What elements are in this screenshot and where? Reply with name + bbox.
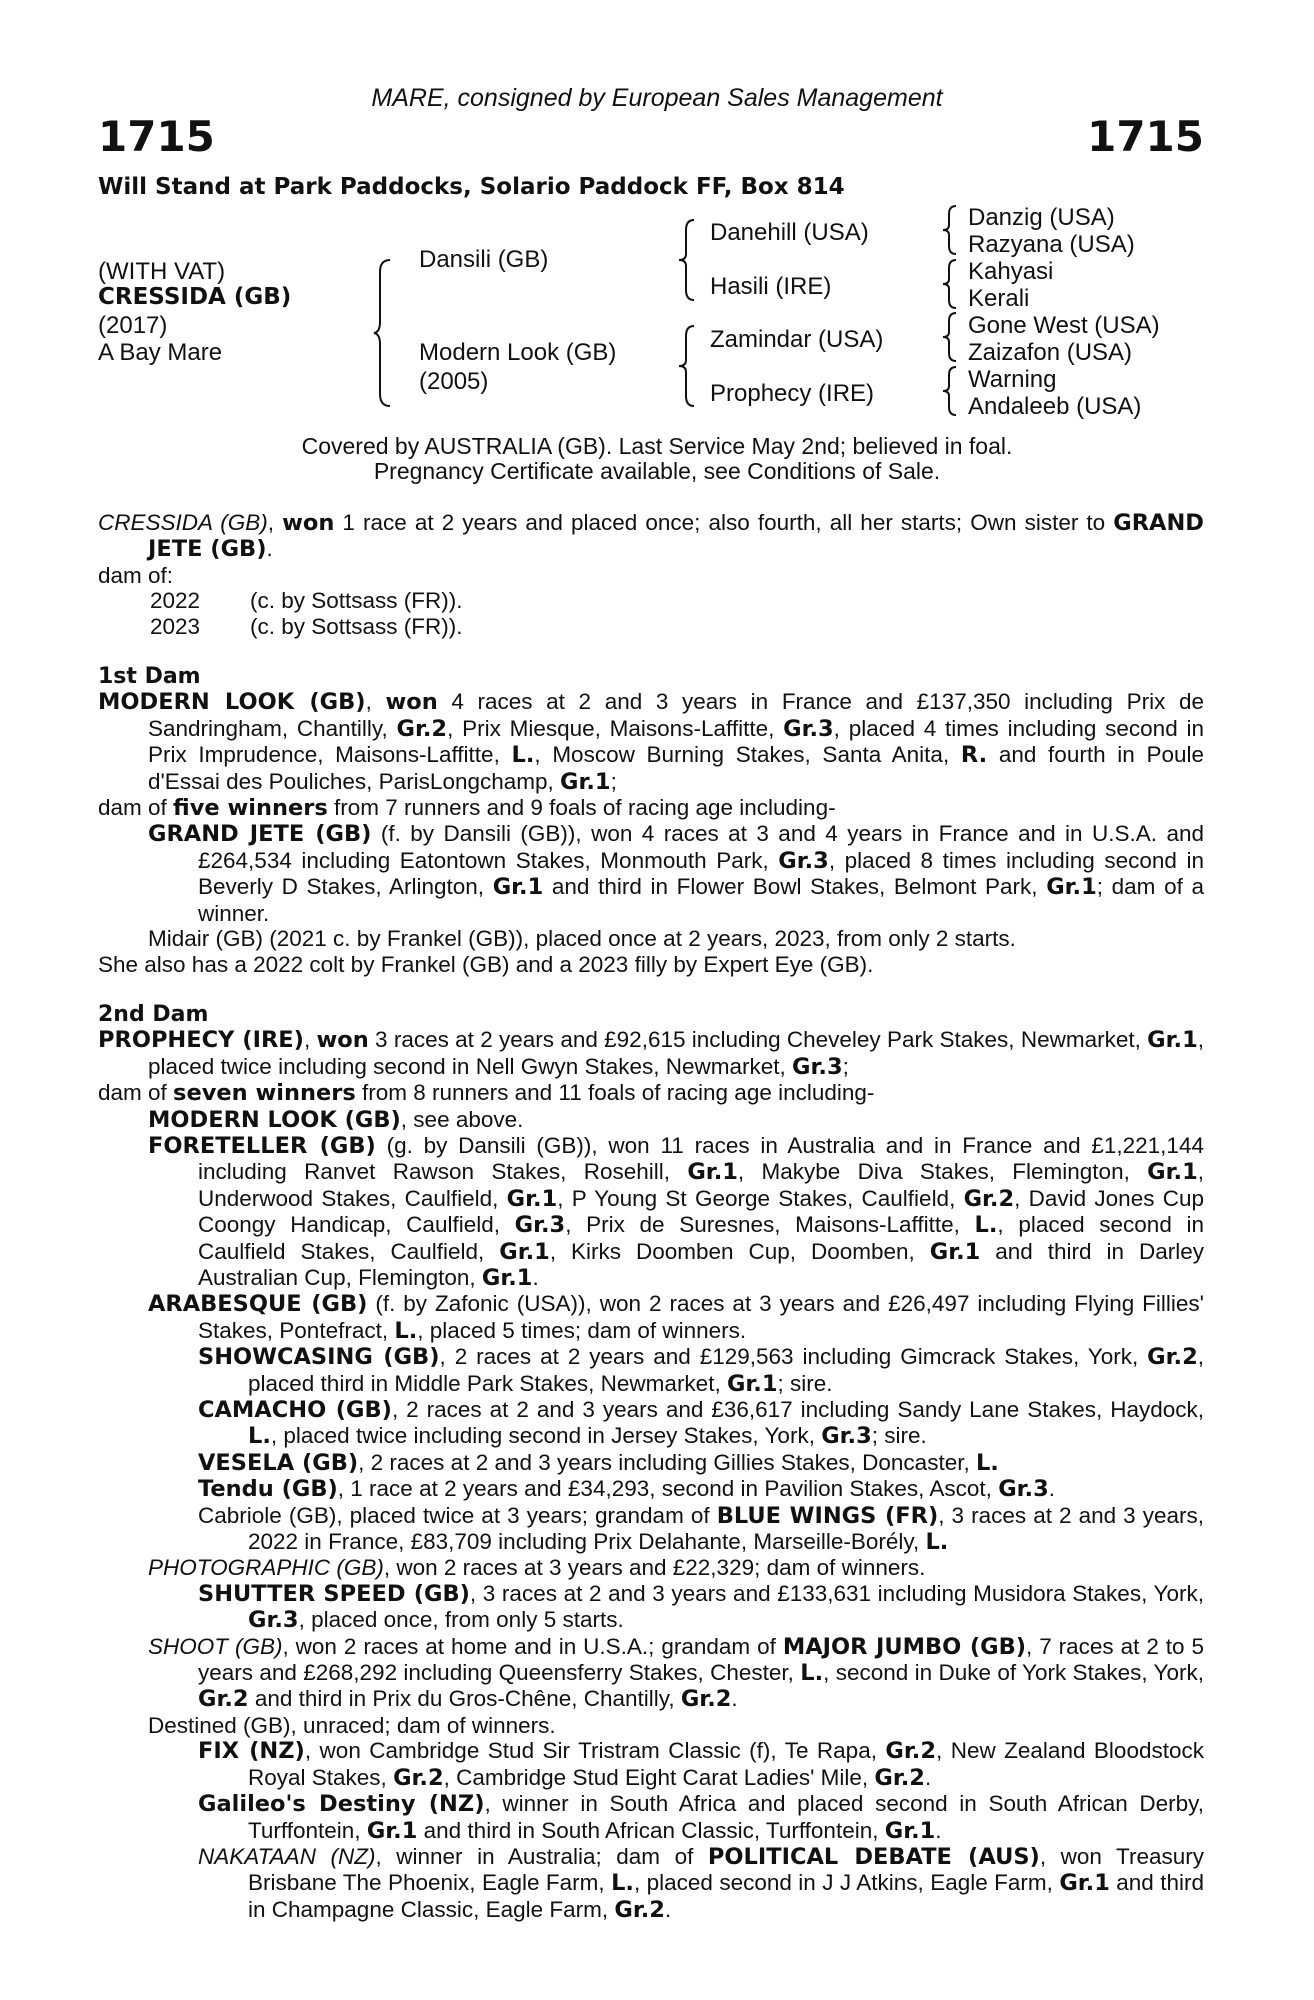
second-dam-name: PROPHECY (IRE) [98, 1027, 304, 1054]
text: , won Cambridge Stud Sir Tristram Classic (f), Te Rapa, [304, 1738, 886, 1764]
grade: Gr.2 [393, 1764, 444, 1791]
foal-row [98, 588, 1204, 613]
grade: L. [248, 1423, 271, 1450]
progeny-name: FIX (NZ) [198, 1738, 305, 1765]
progeny-name: SHOOT (GB) [148, 1633, 283, 1659]
first-dam-name: MODERN LOOK (GB) [98, 689, 366, 716]
progeny-name: CAMACHO (GB) [198, 1397, 392, 1423]
text: , 3 races at 2 and 3 years and £133,631 including Musidora Stakes, York, [469, 1580, 1204, 1606]
grade: Gr.3 [821, 1423, 872, 1450]
ggs-1: Danzig (USA) [968, 204, 1115, 231]
text: , placed second in J J Atkins, Eagle Farm, [633, 1870, 1060, 1896]
mare-text: 1 race at 2 years and placed once; also fourth, all her starts; Own sister to [334, 510, 1106, 535]
ggs-2: Razyana (USA) [968, 231, 1135, 258]
first-dam-heading: 1st Dam [98, 664, 201, 690]
covered-line-2: Pregnancy Certificate available, see Conditions of Sale. [373, 458, 941, 484]
text: , New Zealand Bloodstock Royal Stakes, [248, 1738, 1204, 1790]
progeny-arabesque [98, 1291, 1204, 1344]
lot-number-left: 1715 [98, 112, 215, 161]
progeny-shoot [98, 1634, 1204, 1713]
text: and third in Prix du Gros-Chêne, Chantilly, [248, 1686, 681, 1712]
text: . [664, 1896, 672, 1922]
progeny-shutter-speed [98, 1581, 1204, 1634]
dam-name: Modern Look (GB) [419, 339, 617, 366]
grade: Gr.1 [1147, 1027, 1198, 1054]
horse-name: CRESSIDA (GB) [98, 284, 292, 310]
foal-year: 2022 [150, 588, 201, 614]
grandsire-4: Prophecy (IRE) [710, 380, 875, 407]
progeny-galileos-destiny [98, 1791, 1204, 1844]
progeny-vesela [98, 1450, 1204, 1476]
progeny-name: Tendu (GB) [198, 1476, 338, 1503]
dam-year: (2005) [419, 368, 489, 395]
grade: Gr.1 [1147, 1159, 1198, 1186]
text: dam of [98, 1080, 174, 1106]
text: , placed 5 times; dam of winners. [417, 1317, 747, 1343]
text: , placed third in Middle Park Stakes, Newmarket, [248, 1344, 1204, 1396]
horse-year: (2017) [98, 312, 168, 339]
text: (f. by Zafonic (USA)), won 2 races at 3 years and £26,497 including Flying Fillies' Stakes, Pontefract, [198, 1291, 1204, 1343]
won-label: won [316, 1027, 369, 1054]
progeny-name: BLUE WINGS (FR) [716, 1502, 939, 1529]
text: , Underwood Stakes, Caulfield, [198, 1159, 1204, 1211]
first-dam-paragraph: MODERN LOOK (GB), won 4 races at 2 and 3 years in France and £137,350 including Prix de Sandringham, Chantilly, Gr.2, Prix Miesque, Maisons-Laffitte, Gr.3, placed 4 times including second in Prix Imprudence, Maisons-Laffitte, L., Moscow Burning Stakes, Santa Anita, R. and fourth in Poule d'Essai des Pouliches, ParisLongchamp, Gr.1; [98, 689, 1204, 795]
text: , 3 races at 2 and 3 years, 2022 in France, £83,709 including Prix Delahante, Marseille-Borély, [248, 1502, 1204, 1555]
winners-count: five winners [173, 795, 328, 822]
pedigree-brace-g3-4 [940, 365, 960, 417]
text: . [935, 1817, 942, 1843]
progeny-name: FORETELLER (GB) [148, 1132, 376, 1159]
grade: Gr.3 [783, 715, 834, 742]
ggs-6: Zaizafon (USA) [968, 339, 1133, 366]
text: , Makybe Diva Stakes, Flemington, [737, 1159, 1148, 1185]
pedigree-brace-sire [676, 218, 698, 302]
grandsire-1: Danehill (USA) [710, 219, 869, 246]
grade: L. [611, 1870, 634, 1897]
text: and third in Darley Australian Cup, Flemington, [198, 1238, 1204, 1290]
text: , Kirks Doomben Cup, Doomben, [549, 1238, 930, 1264]
mare-name: CRESSIDA (GB) [98, 510, 268, 535]
text: , 2 races at 2 and 3 years and £36,617 including Sandy Lane Stakes, Haydock, [391, 1397, 1204, 1422]
progeny-grand-jete [98, 821, 1204, 926]
pedigree-brace-g3-3 [940, 311, 960, 363]
grade: Gr.2 [198, 1686, 249, 1713]
covered-line-1: Covered by AUSTRALIA (GB). Last Service May 2nd; believed in foal. [301, 433, 1013, 459]
sire-name: Dansili (GB) [419, 246, 549, 273]
progeny-name: SHOWCASING (GB) [198, 1344, 440, 1371]
grade: L. [394, 1317, 418, 1344]
text: (g. by Dansili (GB)), won 11 races in Australia and in France and £1,221,144 including Ranvet Rawson Stakes, Rosehill, [198, 1132, 1204, 1185]
progeny-cabriole [98, 1503, 1204, 1556]
text: , placed 8 times including second in Beverly D Stakes, Arlington, [198, 847, 1204, 900]
grade: Gr.1 [492, 874, 544, 901]
text: dam of [98, 795, 174, 821]
second-dam-damof [98, 1080, 1204, 1106]
text: , David Jones Cup Coongy Handicap, Caulfield, [198, 1185, 1204, 1238]
grade: Gr.2 [614, 1896, 665, 1923]
text: . [1048, 1476, 1056, 1502]
grade: Gr.3 [792, 1053, 843, 1080]
first-dam-note: She also has a 2022 colt by Frankel (GB) and a 2023 filly by Expert Eye (GB). [98, 951, 874, 977]
text: (f. by Dansili (GB)), won 4 races at 3 and 4 years in France and in U.S.A. and £264,534 including Eatontown Stakes, Monmouth Park, [198, 821, 1204, 873]
grade: Gr.1 [560, 768, 611, 795]
lot-number-right: 1715 [1087, 112, 1204, 161]
progeny-name: MODERN LOOK (GB) [148, 1106, 401, 1133]
text: , placed second in Caulfield Stakes, Caulfield, [198, 1212, 1204, 1264]
grade: Gr.2 [874, 1764, 925, 1791]
text: , won Treasury Brisbane The Phoenix, Eagle Farm, [248, 1843, 1204, 1896]
grade: Gr.1 [687, 1159, 738, 1186]
text: , placed twice including second in Jersey Stakes, York, [270, 1423, 822, 1449]
winners-count: seven winners [173, 1080, 356, 1107]
progeny-name: ARABESQUE (GB) [148, 1291, 368, 1318]
progeny-name: NAKATAAN (NZ) [198, 1843, 376, 1869]
pedigree-brace-dam [676, 324, 698, 408]
text: , won 2 races at 3 years and £22,329; dam of winners. [383, 1555, 926, 1581]
text: Cabriole (GB), placed twice at 3 years; grandam of [198, 1502, 717, 1528]
progeny-nakataan [98, 1844, 1204, 1923]
text: , Prix de Suresnes, Maisons-Laffitte, [565, 1212, 975, 1238]
text: , 7 races at 2 to 5 years and £268,292 including Queensferry Stakes, Chester, [198, 1633, 1204, 1686]
text: and third in Champagne Classic, Eagle Farm, [248, 1870, 1204, 1922]
ggs-7: Warning [968, 366, 1057, 393]
text: , 2 races at 2 and 3 years including Gillies Stakes, Doncaster, [358, 1449, 976, 1475]
progeny-modern-look [98, 1107, 1204, 1133]
text: ; sire. [777, 1370, 833, 1396]
text: , second in Duke of York Stakes, York, [823, 1660, 1204, 1686]
horse-description: A Bay Mare [98, 339, 223, 366]
grade: L. [800, 1660, 824, 1687]
text: , see above. [400, 1106, 524, 1132]
grade: Gr.3 [998, 1476, 1049, 1503]
progeny-name: PHOTOGRAPHIC (GB) [148, 1555, 384, 1581]
progeny-name: VESELA (GB) [198, 1449, 359, 1476]
progeny-destined: Destined (GB), unraced; dam of winners. [148, 1712, 556, 1738]
text: , placed 4 times including second in Prix Imprudence, Maisons-Laffitte, [148, 715, 1204, 768]
text: . [731, 1686, 738, 1712]
grade: L. [925, 1529, 949, 1556]
grade: Gr.3 [778, 847, 829, 874]
foal-desc: (c. by Sottsass (FR)). [250, 613, 463, 639]
first-dam-damof [98, 795, 1204, 821]
second-dam-paragraph: PROPHECY (IRE), won 3 races at 2 years and £92,615 including Cheveley Park Stakes, Newmarket, Gr.1, placed twice including second in Nell Gwyn Stakes, Newmarket, Gr.3; [98, 1027, 1204, 1080]
text: , P Young St George Stakes, Caulfield, [557, 1185, 964, 1211]
second-dam-heading: 2nd Dam [98, 1001, 209, 1027]
progeny-name: GRAND JETE (GB) [148, 821, 372, 848]
sister-name: GRAND JETE (GB) [148, 510, 1204, 563]
text: and third in South African Classic, Turffontein, [417, 1817, 885, 1843]
covered-note [0, 434, 1314, 484]
progeny-camacho [98, 1397, 1204, 1450]
grade: L. [975, 1449, 999, 1476]
text: , Cambridge Stud Eight Carat Ladies' Mile, [443, 1764, 875, 1790]
text: , winner in South Africa and placed second in South African Derby, Turffontein, [248, 1791, 1204, 1843]
stand-location: Will Stand at Park Paddocks, Solario Paddock FF, Box 814 [98, 174, 845, 200]
grade: Gr.1 [1046, 874, 1097, 901]
mare-paragraph: CRESSIDA (GB), won 1 race at 2 years and placed once; also fourth, all her starts; Own sister to GRAND JETE (GB). [98, 510, 1204, 563]
ggs-5: Gone West (USA) [968, 312, 1160, 339]
grade: Gr.2 [680, 1686, 732, 1713]
grade: L. [511, 742, 535, 769]
text: ; dam of a winner. [198, 874, 1204, 926]
progeny-tendu [98, 1476, 1204, 1502]
progeny-name: MAJOR JUMBO (GB) [782, 1633, 1026, 1660]
ggs-3: Kahyasi [968, 258, 1054, 285]
grade: Gr.1 [726, 1370, 778, 1397]
grade: Gr.1 [884, 1817, 936, 1844]
consignor-line: MARE, consigned by European Sales Management [371, 84, 943, 112]
grade: Gr.1 [506, 1185, 558, 1212]
pedigree-body [98, 510, 1204, 1923]
progeny-name: Galileo's Destiny (NZ) [198, 1791, 485, 1818]
won-label: won [385, 689, 438, 716]
grandsire-2: Hasili (IRE) [710, 273, 832, 300]
text: , placed once, from only 5 starts. [298, 1607, 624, 1633]
foal-desc: (c. by Sottsass (FR)). [250, 588, 463, 614]
grade: Gr.1 [499, 1238, 550, 1265]
grade: Gr.3 [514, 1212, 566, 1239]
text: ; [610, 768, 617, 794]
grade: Gr.1 [366, 1817, 418, 1844]
grade: Gr.1 [1059, 1870, 1110, 1897]
grandsire-3: Zamindar (USA) [710, 326, 884, 353]
text: , won 2 races at home and in U.S.A.; grandam of [282, 1633, 783, 1659]
pedigree-brace-g3-1 [940, 204, 960, 256]
grade: Gr.2 [885, 1738, 936, 1765]
grade: Gr.2 [396, 715, 448, 742]
text: . [532, 1264, 539, 1290]
text: and third in Flower Bowl Stakes, Belmont Park, [543, 874, 1047, 900]
progeny-fix [98, 1738, 1204, 1791]
text: , placed twice including second in Nell Gwyn Stakes, Newmarket, [148, 1027, 1204, 1079]
text: 3 races at 2 years and £92,615 including Cheveley Park Stakes, Newmarket, [368, 1027, 1148, 1053]
text: from 7 runners and 9 foals of racing age including- [327, 795, 836, 821]
grade: Gr.3 [248, 1607, 299, 1634]
foal-year: 2023 [150, 613, 201, 639]
vat-label: (WITH VAT) [98, 258, 226, 285]
text: , Prix Miesque, Maisons-Laffitte, [447, 715, 784, 741]
grade: Gr.2 [1147, 1344, 1198, 1371]
pedigree-brace-main [372, 258, 394, 408]
text: and fourth in Poule d'Essai des Pouliches, ParisLongchamp, [148, 742, 1204, 794]
grade: Gr.1 [929, 1238, 981, 1265]
text: , 2 races at 2 years and £129,563 including Gimcrack Stakes, York, [439, 1344, 1148, 1370]
progeny-midair: Midair (GB) (2021 c. by Frankel (GB)), placed once at 2 years, 2023, from only 2 starts. [148, 926, 1016, 952]
dam-of-label: dam of: [98, 562, 174, 588]
foal-row [98, 614, 1204, 639]
ggs-4: Kerali [968, 285, 1030, 312]
grade: R. [960, 742, 988, 769]
text: ; sire. [871, 1423, 927, 1449]
text: from 8 runners and 11 foals of racing age including- [355, 1080, 875, 1106]
text: , 1 race at 2 years and £34,293, second in Pavilion Stakes, Ascot, [337, 1476, 999, 1502]
text: ; [842, 1053, 849, 1079]
progeny-photographic [98, 1555, 1204, 1580]
progeny-name: POLITICAL DEBATE (AUS) [707, 1843, 1040, 1870]
text: , Moscow Burning Stakes, Santa Anita, [534, 742, 961, 768]
grade: L. [974, 1212, 998, 1239]
progeny-showcasing [98, 1344, 1204, 1397]
grade: Gr.2 [963, 1185, 1015, 1212]
won-label: won [282, 510, 335, 536]
grade: Gr.1 [481, 1264, 533, 1291]
progeny-foreteller [98, 1133, 1204, 1291]
ggs-8: Andaleeb (USA) [968, 393, 1142, 420]
text: , winner in Australia; dam of [375, 1843, 708, 1869]
progeny-name: SHUTTER SPEED (GB) [198, 1580, 470, 1607]
pedigree-brace-g3-2 [940, 258, 960, 310]
text: . [924, 1764, 932, 1790]
text: 4 races at 2 and 3 years in France and £137,350 including Prix de Sandringham, Chantilly, [148, 689, 1204, 741]
